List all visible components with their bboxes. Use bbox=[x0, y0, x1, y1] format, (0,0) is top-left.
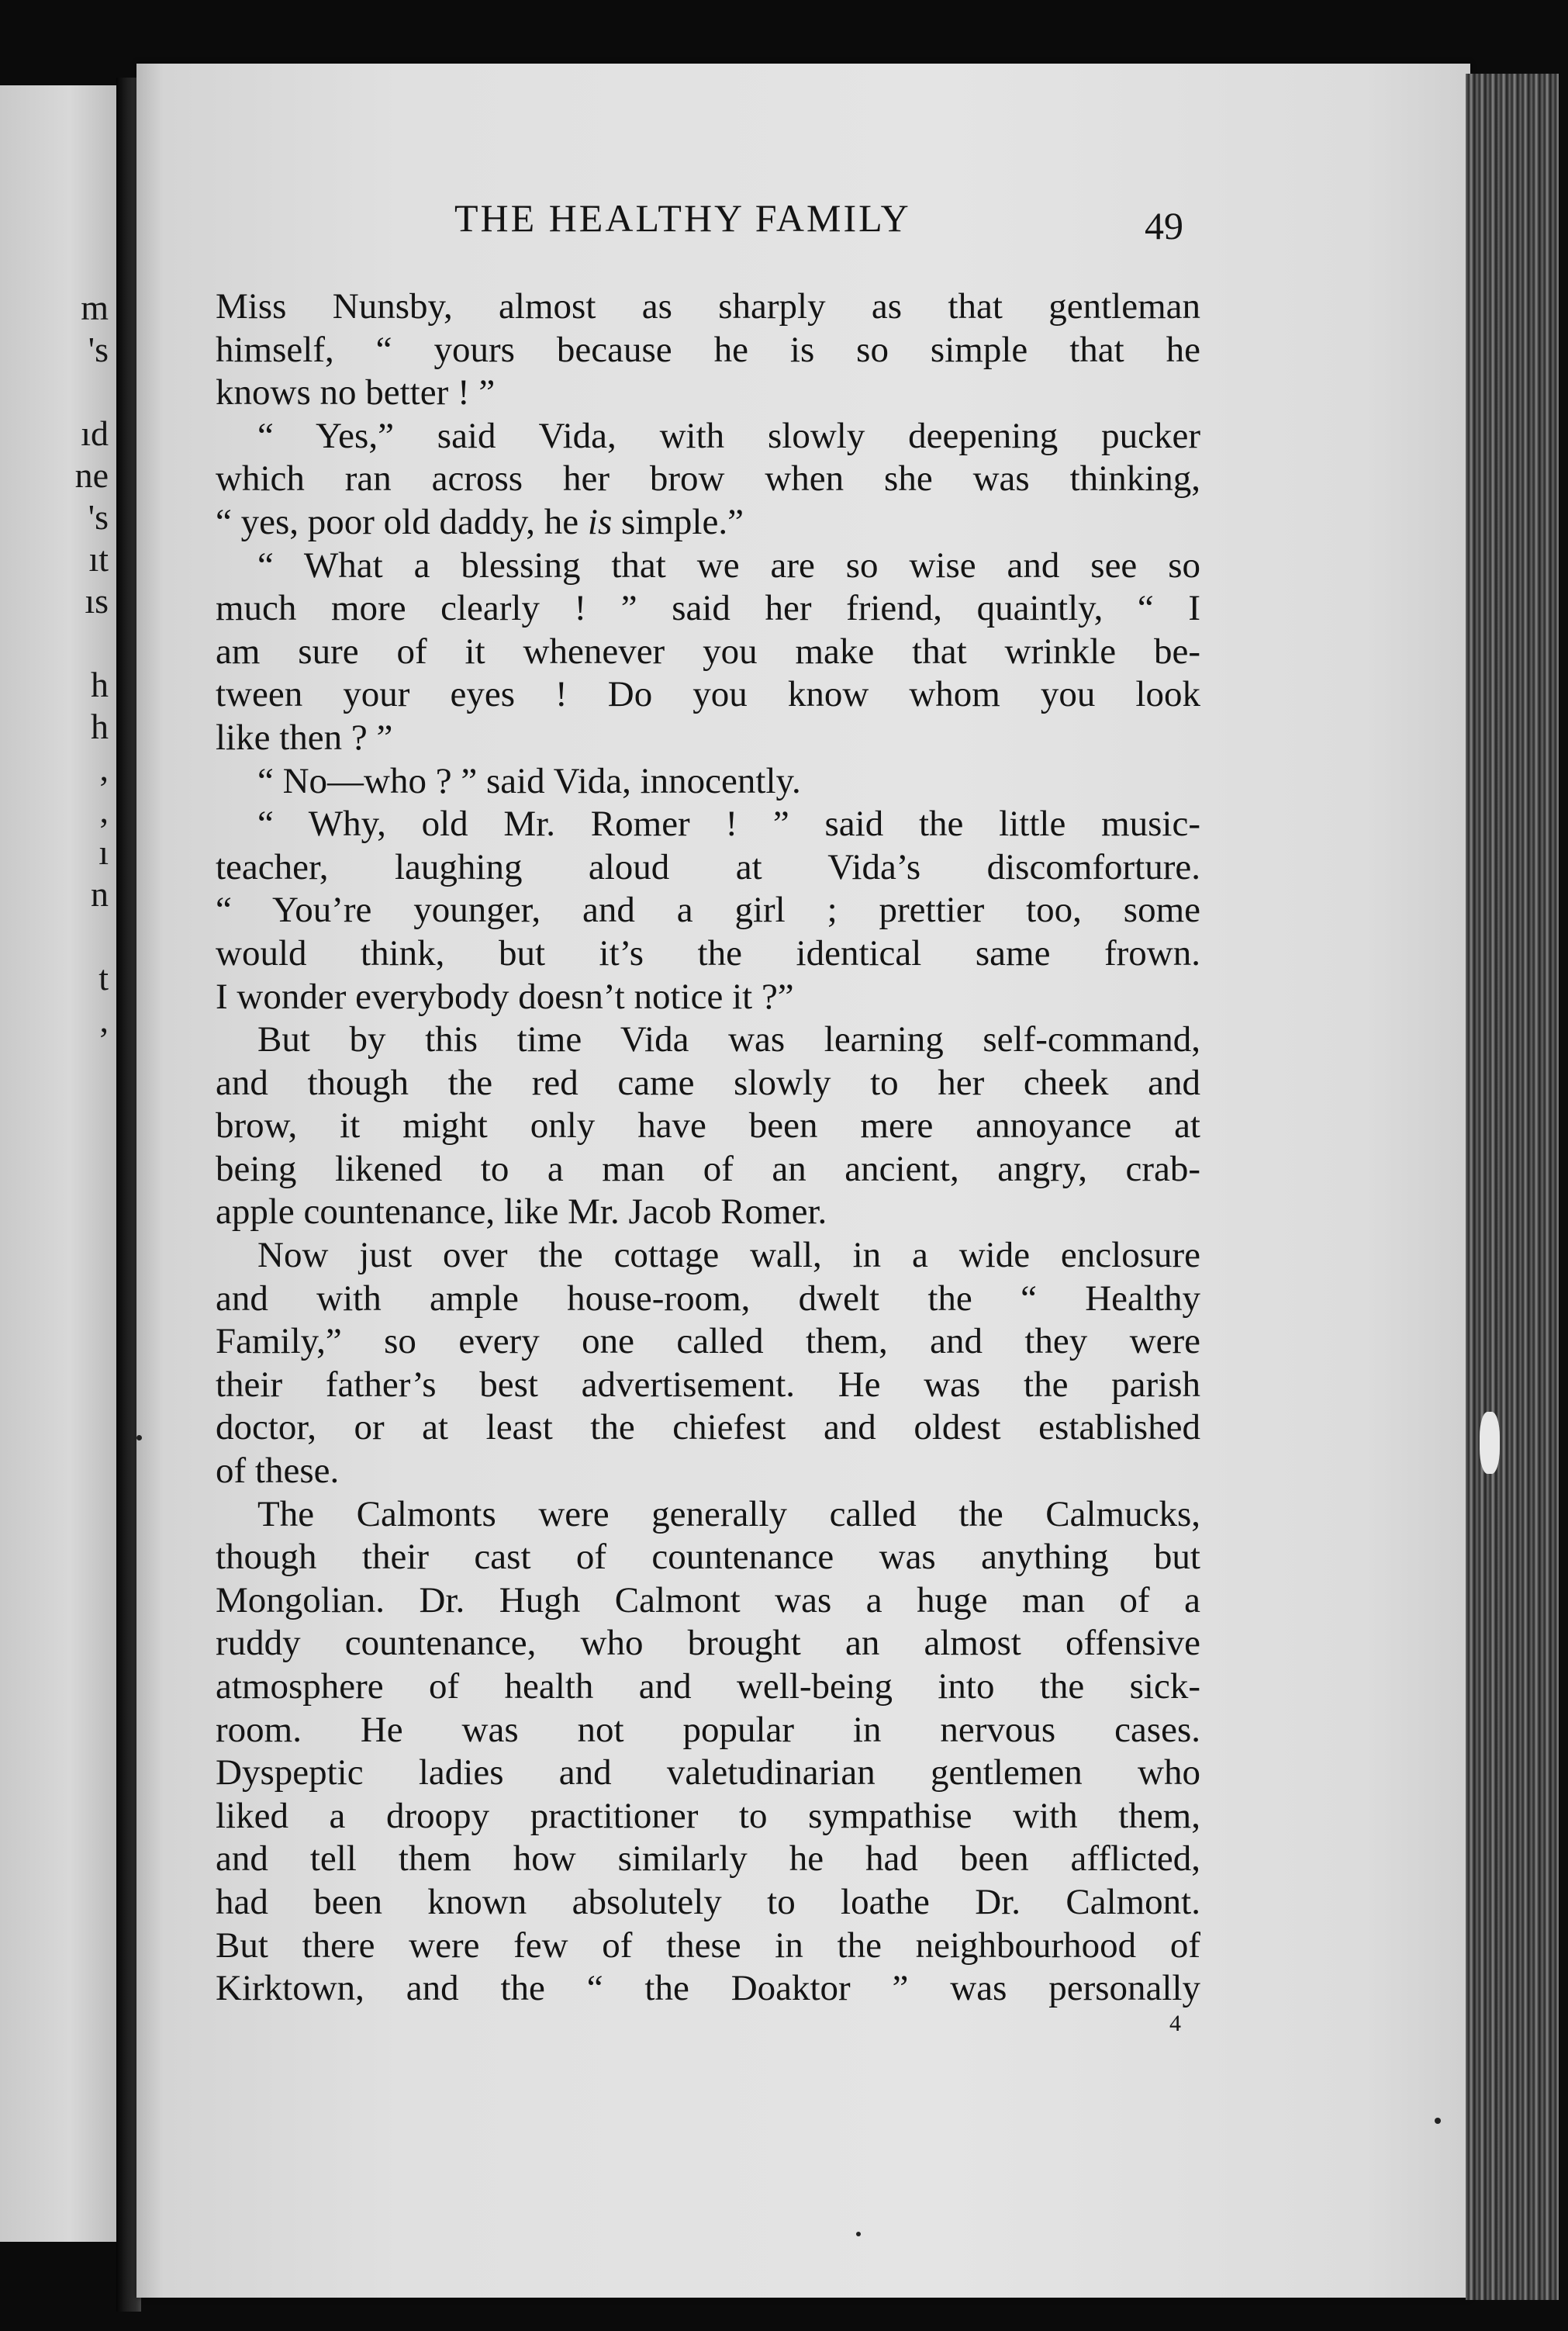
text-line: But there were few of these in the neighbourhood of bbox=[216, 1925, 1200, 1966]
facing-page-fragment bbox=[0, 622, 109, 664]
text-line: himself, “ yours because he is so simple that he bbox=[216, 329, 1200, 370]
text-line: knows no better ! ” bbox=[216, 372, 496, 413]
text-line: and though the red came slowly to her cheek and bbox=[216, 1062, 1200, 1103]
page-fore-edge bbox=[1466, 74, 1559, 2300]
facing-page-fragment: ı bbox=[98, 832, 109, 872]
facing-page-fragment: h bbox=[91, 707, 109, 746]
facing-page-fragment: m bbox=[81, 288, 109, 327]
facing-page-fragment: ne bbox=[74, 455, 109, 495]
ink-speck bbox=[856, 2232, 861, 2236]
signature-mark: 4 bbox=[1169, 2011, 1181, 2036]
text-line: The Calmonts were generally called the Calmucks, bbox=[257, 1493, 1200, 1534]
text-line: apple countenance, like Mr. Jacob Romer. bbox=[216, 1191, 827, 1233]
text-line: doctor, or at least the chiefest and oldest established bbox=[216, 1407, 1200, 1448]
text-line: Kirktown, and the “ the Doaktor ” was personally bbox=[216, 1968, 1200, 2009]
facing-page-fragment bbox=[0, 915, 109, 957]
text-line: I wonder everybody doesn’t notice it ?” bbox=[216, 976, 794, 1017]
text-line: liked a droopy practitioner to sympathise with them, bbox=[216, 1795, 1200, 1836]
facing-page-fragment: t bbox=[98, 958, 109, 998]
text-line: “ Why, old Mr. Romer ! ” said the little music- bbox=[257, 804, 1200, 845]
running-title: THE HEALTHY FAMILY bbox=[454, 196, 911, 240]
text-line: But by this time Vida was learning self-command, bbox=[257, 1019, 1200, 1060]
text-line: Miss Nunsby, almost as sharply as that gentleman bbox=[216, 286, 1200, 327]
facing-page-text-fragments bbox=[0, 287, 109, 1041]
text-line: tween your eyes ! Do you know whom you look bbox=[216, 674, 1200, 715]
text-line: “ Yes,” said Vida, with slowly deepening pucker bbox=[257, 415, 1200, 456]
text-line: “ You’re younger, and a girl ; prettier too, some bbox=[216, 890, 1200, 931]
text-line: their father’s best advertisement. He was the parish bbox=[216, 1364, 1200, 1405]
facing-page-fragment: ıd bbox=[81, 413, 109, 453]
text-line: and tell them how similarly he had been afflicted, bbox=[216, 1838, 1200, 1880]
text-line: am sure of it whenever you make that wrinkle be- bbox=[216, 631, 1200, 672]
text-line: much more clearly ! ” said her friend, quaintly, “ I bbox=[216, 588, 1200, 629]
facing-page-fragment: ıs bbox=[85, 581, 109, 621]
text-line: Family,” so every one called them, and they were bbox=[216, 1321, 1200, 1362]
facing-page-fragment: ıt bbox=[88, 539, 109, 579]
facing-page-fragment: , bbox=[99, 749, 109, 788]
facing-page-fragment: , bbox=[99, 1000, 109, 1039]
facing-page-fragment: n bbox=[91, 874, 109, 914]
text-line: Now just over the cottage wall, in a wide enclosure bbox=[257, 1235, 1200, 1276]
text-line: ruddy countenance, who brought an almost offensive bbox=[216, 1623, 1200, 1664]
text-line: and with ample house-room, dwelt the “ Healthy bbox=[216, 1278, 1200, 1319]
text-line: atmosphere of health and well-being into the sick- bbox=[216, 1666, 1200, 1707]
text-line: which ran across her brow when she was thinking, bbox=[216, 458, 1200, 500]
paper-tear-mark bbox=[1480, 1412, 1500, 1474]
facing-page-fragment bbox=[0, 371, 109, 413]
text-line: brow, it might only have been mere annoyance at bbox=[216, 1105, 1200, 1146]
text-line: room. He was not popular in nervous cases. bbox=[216, 1709, 1200, 1750]
facing-page-fragment: h bbox=[91, 665, 109, 704]
text-line: though their cast of countenance was anything but bbox=[216, 1537, 1200, 1578]
body-text bbox=[216, 285, 1200, 2011]
text-line: of these. bbox=[216, 1451, 340, 1492]
text-line: had been known absolutely to loathe Dr. Calmont. bbox=[216, 1881, 1200, 1922]
facing-page-fragment: , bbox=[99, 790, 109, 830]
page-header bbox=[454, 195, 1307, 247]
text-line: Mongolian. Dr. Hugh Calmont was a huge man of a bbox=[216, 1579, 1200, 1620]
text-line: Dyspeptic ladies and valetudinarian gentlemen who bbox=[216, 1752, 1200, 1793]
text-line: would think, but it’s the identical same frown. bbox=[216, 932, 1200, 974]
text-line: like then ? ” bbox=[216, 717, 393, 758]
text-line: “ yes, poor old daddy, he is simple.” bbox=[216, 501, 744, 542]
ink-speck bbox=[1435, 2118, 1441, 2124]
facing-page-fragment: 's bbox=[88, 497, 109, 537]
text-line: being likened to a man of an ancient, angry, crab- bbox=[216, 1148, 1200, 1189]
page-number: 49 bbox=[1145, 204, 1183, 247]
text-line: “ No—who ? ” said Vida, innocently. bbox=[257, 760, 801, 801]
text-line: “ What a blessing that we are so wise and see so bbox=[257, 545, 1200, 586]
text-line: teacher, laughing aloud at Vida’s discomforture. bbox=[216, 846, 1200, 887]
facing-page-fragment: 's bbox=[88, 330, 109, 369]
ink-speck bbox=[136, 1435, 142, 1440]
